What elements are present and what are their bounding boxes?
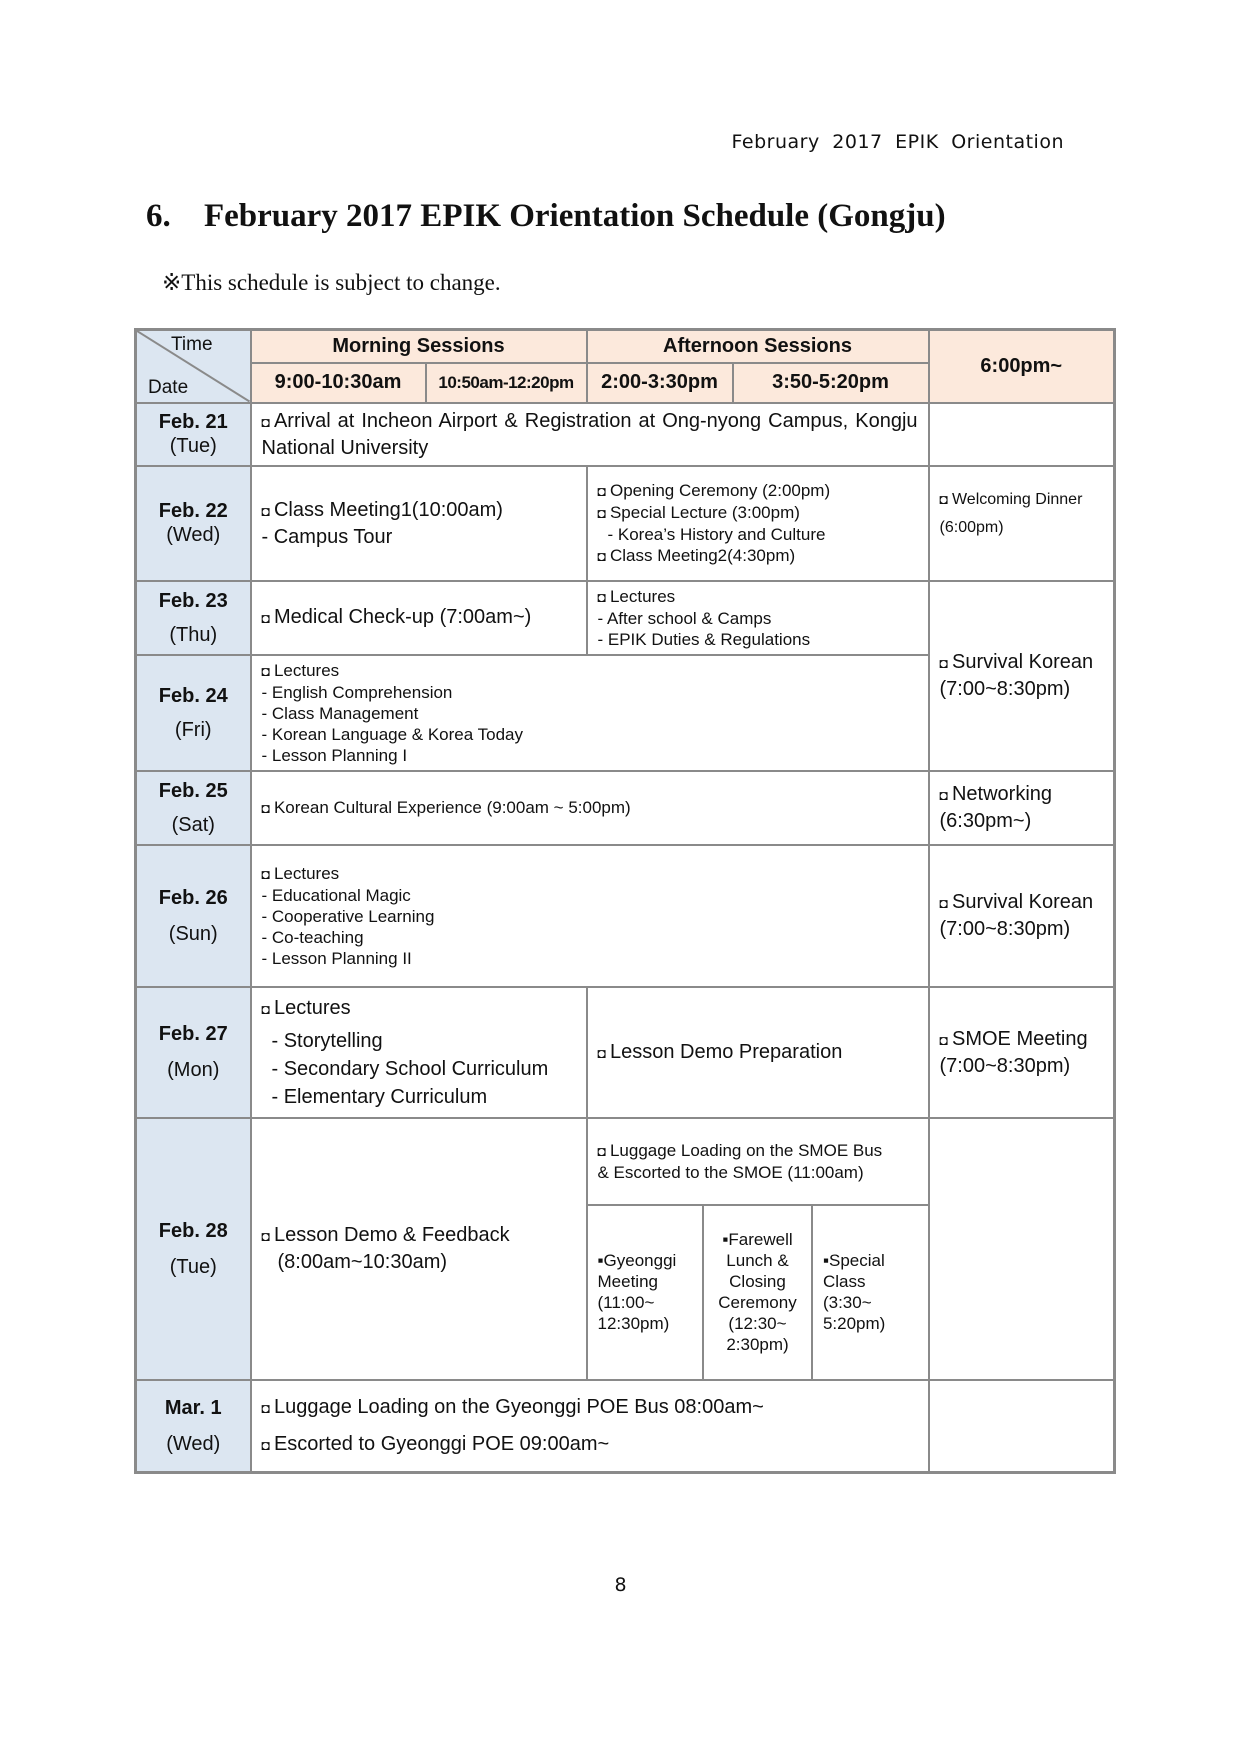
weekday-label: (Sun) — [168, 922, 218, 945]
date-label: Feb. 21 — [158, 411, 228, 433]
bullet-icon: ◘ — [597, 504, 606, 521]
afternoon-top-cell — [587, 1118, 929, 1205]
slot-header: 3:50-5:20pm — [733, 363, 929, 403]
weekday-label: (Thu) — [169, 623, 218, 646]
date-label: Feb. 25 — [158, 779, 228, 802]
slot-header: 2:00-3:30pm — [587, 363, 733, 403]
afternoon-cell — [587, 581, 929, 655]
date-cell — [136, 655, 251, 771]
session-line: - Cooperative Learning — [261, 906, 435, 926]
date-label: Feb. 23 — [158, 589, 228, 612]
evening-cell — [929, 466, 1115, 581]
slot-header: 10:50am-12:20pm — [426, 363, 587, 403]
session-line: ◘ Lectures — [261, 660, 340, 680]
bullet-icon: ◘ — [261, 1000, 270, 1017]
session-line: ◘ Lectures — [597, 586, 676, 606]
lectures-cell — [251, 845, 929, 987]
corner-time-label: Time — [171, 334, 213, 355]
bullet-icon: ◘ — [939, 1031, 948, 1048]
bullet-icon: ◘ — [597, 1044, 606, 1061]
weekday-label: (Wed) — [166, 524, 221, 546]
bullet-icon: ◘ — [597, 547, 606, 564]
bullet-icon: ◘ — [939, 787, 948, 803]
afternoon-cell: ◘ Lesson Demo Preparation — [587, 987, 929, 1118]
afternoon-sessions-header: Afternoon Sessions — [587, 330, 929, 363]
afternoon-subtable — [588, 1206, 928, 1379]
header-row-1 — [136, 330, 1115, 363]
date-cell — [136, 845, 251, 987]
date-cell — [136, 581, 251, 655]
bullet-icon: ◘ — [261, 865, 270, 882]
date-cell — [136, 403, 251, 466]
session-line: ◘ SMOE Meeting — [939, 1027, 1088, 1050]
session-line: ◘ Lesson Demo & Feedback — [261, 1224, 510, 1246]
bullet-icon: ◘ — [261, 502, 270, 519]
date-label: Feb. 26 — [158, 886, 228, 909]
session-line: (6:30pm~) — [939, 810, 1032, 832]
evening-cell — [929, 581, 1115, 771]
row-feb25 — [136, 771, 1115, 845]
session-line: (6:00pm) — [939, 518, 1004, 536]
date-label: Feb. 22 — [158, 500, 228, 522]
session-line: (8:00am~10:30am) — [277, 1251, 448, 1273]
session-line: - Class Management — [261, 703, 419, 723]
session-line: - Educational Magic — [261, 885, 411, 905]
session-line: ◘ Survival Korean — [939, 651, 1094, 673]
afternoon-cell — [587, 466, 929, 581]
bullet-icon: ◘ — [261, 413, 270, 430]
morning-sessions-header: Morning Sessions — [251, 330, 587, 363]
evening-cell — [929, 771, 1115, 845]
session-line: ◘ Special Lecture (3:00pm) — [597, 502, 800, 522]
morning-cell — [251, 1118, 587, 1380]
session-line: - Storytelling — [271, 1029, 383, 1052]
session-line: ◘ Class Meeting2(4:30pm) — [597, 545, 796, 565]
weekday-label: (Tue) — [169, 435, 217, 457]
date-cell — [136, 771, 251, 845]
row-mar1 — [136, 1380, 1115, 1473]
session-line: ◘ Escorted to Gyeonggi POE 09:00am~ — [261, 1432, 610, 1455]
session-line: & Escorted to the SMOE (11:00am) — [597, 1162, 864, 1182]
date-label: Feb. 27 — [158, 1023, 228, 1045]
bullet-icon: ◘ — [939, 895, 948, 911]
session-line: - Co-teaching — [261, 927, 364, 947]
session-line: - After school & Camps — [597, 608, 772, 628]
bullet-icon: ◘ — [261, 610, 270, 626]
session-line: - Korean Language & Korea Today — [261, 724, 523, 744]
evening-cell-empty — [929, 1118, 1115, 1380]
bullet-icon: ◘ — [261, 799, 270, 816]
lectures-cell — [251, 655, 929, 771]
evening-header: 6:00pm~ — [929, 330, 1115, 403]
session-line: - English Comprehension — [261, 682, 453, 702]
departure-cell — [251, 1380, 929, 1473]
morning-cell — [251, 987, 587, 1118]
session-line: ◘ Opening Ceremony (2:00pm) — [597, 480, 831, 500]
weekday-label: (Mon) — [167, 1059, 220, 1081]
row-feb22 — [136, 466, 1115, 581]
session-line: - Lesson Planning II — [261, 948, 412, 968]
bullet-icon: ◘ — [261, 1436, 270, 1453]
weekday-label: (Sat) — [171, 813, 215, 836]
evening-cell — [929, 987, 1115, 1118]
session-line: (7:00~8:30pm) — [939, 918, 1071, 940]
date-label: Mar. 1 — [164, 1396, 222, 1419]
row-feb27 — [136, 987, 1115, 1118]
bullet-icon: ◘ — [261, 662, 270, 679]
session-line: - EPIK Duties & Regulations — [597, 629, 811, 649]
weekday-label: (Wed) — [166, 1432, 221, 1455]
session-line: ◘ Welcoming Dinner — [939, 490, 1083, 508]
date-label: Feb. 28 — [158, 1219, 228, 1242]
bullet-icon: ◘ — [597, 588, 606, 605]
special-class-cell: ▪Special Class (3:30~ 5:20pm) — [822, 1251, 886, 1333]
session-line: - Elementary Curriculum — [271, 1085, 488, 1108]
session-line: ◘ Class Meeting1(10:00am) — [261, 498, 503, 521]
page-title — [146, 198, 946, 235]
session-line: ◘ Lectures — [261, 996, 351, 1019]
date-cell — [136, 987, 251, 1118]
arrival-text: Arrival at Incheon Airport & Registration at Ong-nyong Campus, Kongju National University — [261, 409, 918, 459]
date-cell — [136, 466, 251, 581]
date-cell — [136, 1380, 251, 1473]
corner-date-label: Date — [148, 376, 189, 398]
afternoon-split-cell — [587, 1205, 929, 1380]
session-line: ◘ Luggage Loading on the Gyeonggi POE Bus 08:00am~ — [261, 1395, 764, 1418]
farewell-lunch-cell: ▪Farewell Lunch & Closing Ceremony (12:30~ 2:30pm) — [703, 1206, 812, 1379]
session-line: (7:00~8:30pm) — [939, 1054, 1071, 1077]
weekday-label: (Fri) — [174, 718, 212, 741]
date-cell — [136, 1118, 251, 1380]
evening-cell — [929, 845, 1115, 987]
bullet-icon: ◘ — [939, 655, 948, 671]
weekday-label: (Tue) — [169, 1255, 217, 1278]
evening-cell-empty — [929, 403, 1115, 466]
bullet-icon: ◘ — [597, 1142, 606, 1159]
row-feb21 — [136, 403, 1115, 466]
morning-cell: ◘ Medical Check-up (7:00am~) — [251, 581, 587, 655]
section-number: 6. — [146, 198, 171, 234]
running-header: February 2017 EPIK Orientation — [731, 131, 1064, 153]
page-number: 8 — [614, 1574, 627, 1596]
date-label: Feb. 24 — [158, 684, 228, 707]
session-line: ◘ Lectures — [261, 863, 340, 883]
session-line: ◘ Networking — [939, 783, 1053, 805]
bullet-icon: ◘ — [597, 482, 606, 499]
session-line: ◘ Luggage Loading on the SMOE Bus — [597, 1140, 883, 1160]
morning-cell — [251, 466, 587, 581]
row-feb26 — [136, 845, 1115, 987]
session-line: - Korea’s History and Culture — [607, 524, 826, 544]
corner-header — [136, 330, 251, 403]
gyeonggi-meeting-cell: ▪Gyeonggi Meeting (11:00~ 12:30pm) — [588, 1206, 704, 1379]
evening-cell-empty — [929, 1380, 1115, 1473]
bullet-icon: ◘ — [261, 1228, 270, 1244]
session-line: - Lesson Planning I — [261, 745, 408, 765]
bullet-icon: ◘ — [261, 1399, 270, 1416]
bullet-icon: ◘ — [939, 490, 948, 507]
session-line: - Campus Tour — [261, 525, 393, 548]
cultural-experience-cell: ◘ Korean Cultural Experience (9:00am ~ 5:00pm) — [251, 771, 929, 845]
row-feb28 — [136, 1118, 1115, 1205]
schedule-table — [134, 328, 1116, 1474]
slot-header: 9:00-10:30am — [251, 363, 426, 403]
session-line: - Secondary School Curriculum — [271, 1057, 549, 1080]
row-feb23 — [136, 581, 1115, 655]
arrival-cell — [251, 403, 929, 466]
session-line: ◘ Survival Korean — [939, 891, 1094, 913]
schedule-note: ※This schedule is subject to change. — [162, 270, 501, 295]
title-text: February 2017 EPIK Orientation Schedule (Gongju) — [204, 198, 946, 234]
session-line: (7:00~8:30pm) — [939, 678, 1071, 700]
